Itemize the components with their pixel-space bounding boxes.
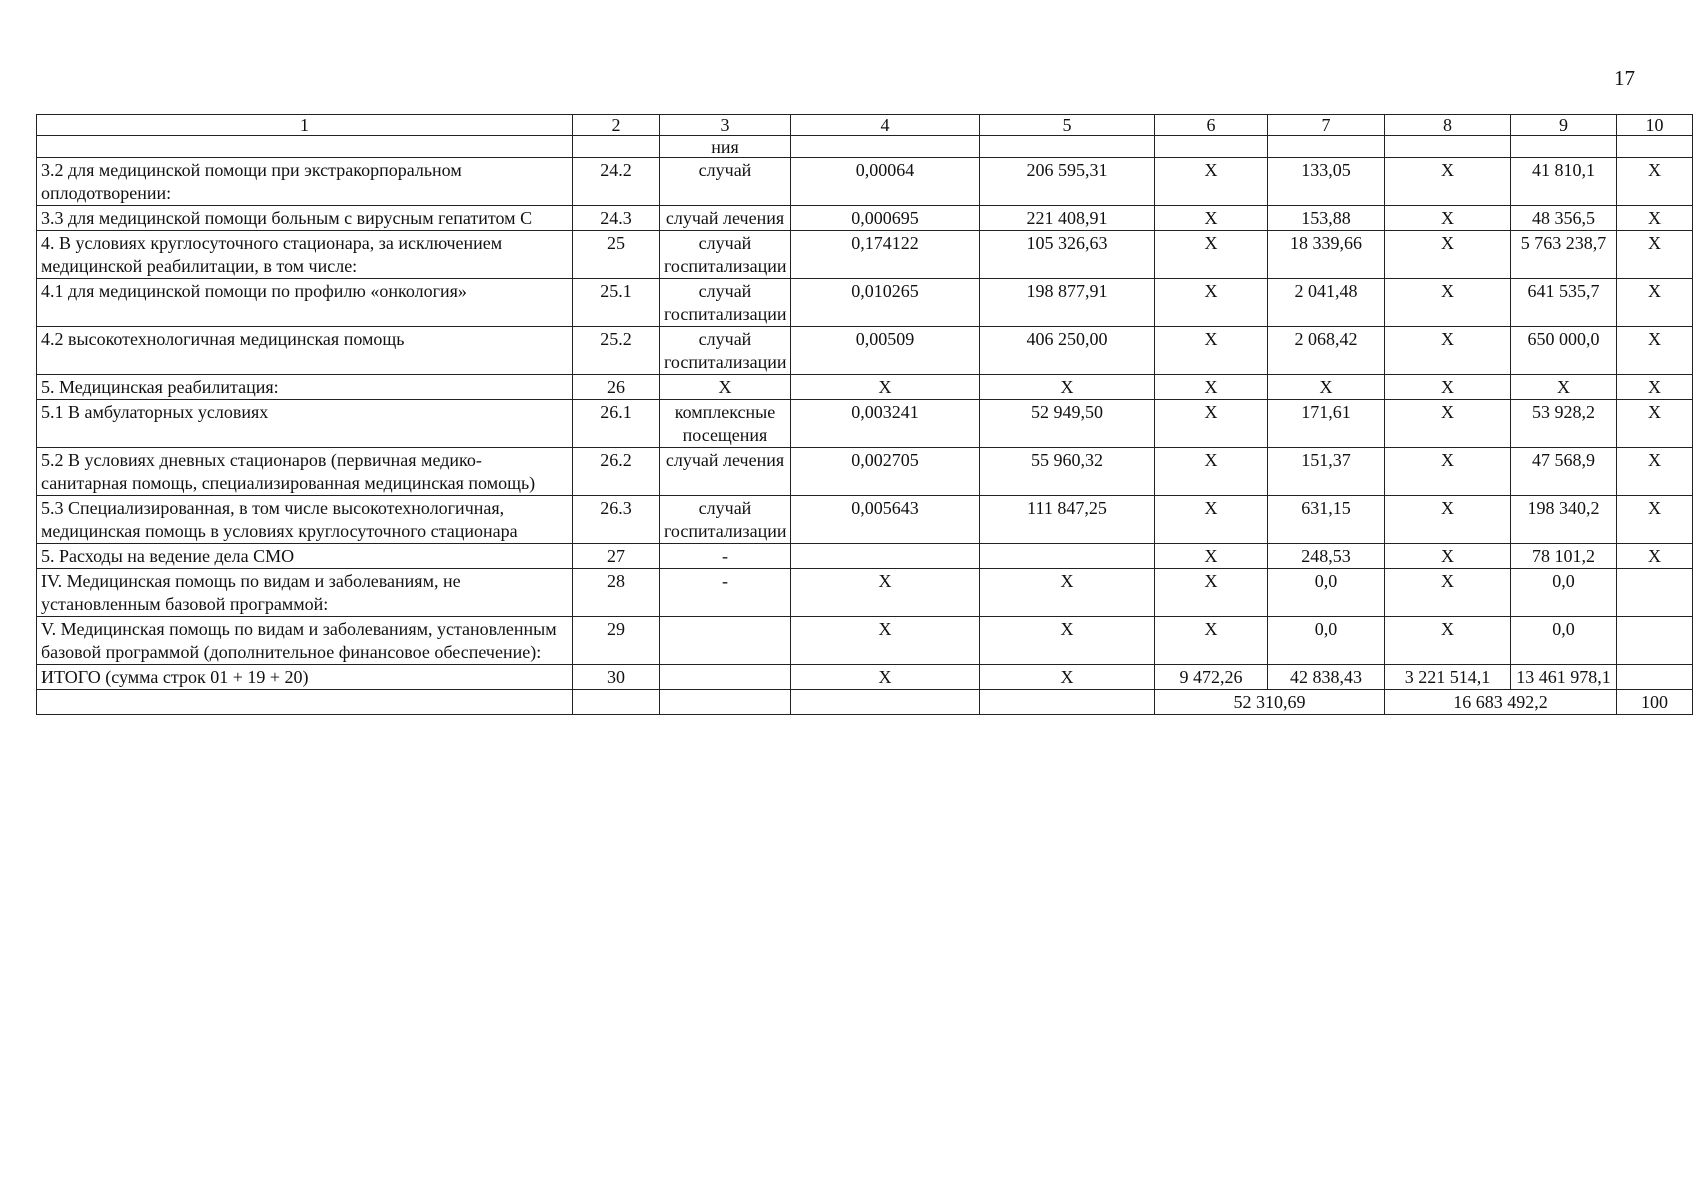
summary-percent: 100 — [1617, 690, 1693, 715]
cost-cell: 221 408,91 — [980, 206, 1155, 231]
col10-cell: Х — [1617, 375, 1693, 400]
col6-cell: Х — [1155, 448, 1268, 496]
summary-total-amount: 16 683 492,2 — [1385, 690, 1617, 715]
summary-total-per-capita: 52 310,69 — [1155, 690, 1385, 715]
cost-cell: 52 949,50 — [980, 400, 1155, 448]
col8-cell: Х — [1385, 496, 1511, 544]
norm-cell: Х — [791, 569, 980, 617]
col8-cell: Х — [1385, 231, 1511, 279]
col9-cell: 47 568,9 — [1511, 448, 1617, 496]
row-code-cell: 25.1 — [573, 279, 660, 327]
col8-cell: Х — [1385, 206, 1511, 231]
col10-cell: Х — [1617, 158, 1693, 206]
table-row — [37, 400, 1693, 448]
norm-cell: Х — [791, 665, 980, 690]
table-row — [37, 279, 1693, 327]
row-name-cell: V. Медицинская помощь по видам и заболеваниям, установленным базовой программой (дополнительное финансовое обеспечение): — [37, 617, 573, 665]
unit-cell: случай госпитализации — [660, 231, 791, 279]
row-name-cell: 5. Расходы на ведение дела СМО — [37, 544, 573, 569]
col8-cell: Х — [1385, 544, 1511, 569]
norm-cell: Х — [791, 375, 980, 400]
col6-cell: Х — [1155, 544, 1268, 569]
row-code-cell: 29 — [573, 617, 660, 665]
col8-cell: Х — [1385, 400, 1511, 448]
col9-cell: 5 763 238,7 — [1511, 231, 1617, 279]
row-name-cell: 5.3 Специализированная, в том числе высокотехнологичная, медицинская помощь в условиях круглосуточного стационара — [37, 496, 573, 544]
col9-cell: 41 810,1 — [1511, 158, 1617, 206]
unit-cell: - — [660, 569, 791, 617]
cost-cell: 198 877,91 — [980, 279, 1155, 327]
col9-cell: 198 340,2 — [1511, 496, 1617, 544]
col6-cell: Х — [1155, 206, 1268, 231]
col6-cell: 9 472,26 — [1155, 665, 1268, 690]
col6-cell: Х — [1155, 617, 1268, 665]
row-name-cell: 3.3 для медицинской помощи больным с вирусным гепатитом С — [37, 206, 573, 231]
row-name-cell: 5.2 В условиях дневных стационаров (первичная медико-санитарная помощь, специализированная медицинская помощь) — [37, 448, 573, 496]
row-code-cell: 25 — [573, 231, 660, 279]
table-row — [37, 544, 1693, 569]
table-row — [37, 206, 1693, 231]
table-row — [37, 665, 1693, 690]
table-row — [37, 375, 1693, 400]
col8-cell: Х — [1385, 327, 1511, 375]
table-row — [37, 569, 1693, 617]
col8-cell: Х — [1385, 375, 1511, 400]
row-name-cell: IV. Медицинская помощь по видам и заболеваниям, не установленным базовой программой: — [37, 569, 573, 617]
header-cell: 1 — [37, 115, 573, 136]
table-row — [37, 448, 1693, 496]
col9-cell: 13 461 978,1 — [1511, 665, 1617, 690]
col7-cell: Х — [1268, 375, 1385, 400]
header-cell: 9 — [1511, 115, 1617, 136]
row-code-cell: 24.3 — [573, 206, 660, 231]
table-row — [37, 327, 1693, 375]
col6-cell: Х — [1155, 400, 1268, 448]
col7-cell: 0,0 — [1268, 569, 1385, 617]
col10-cell — [1617, 617, 1693, 665]
col10-cell — [1617, 569, 1693, 617]
col9-cell: 650 000,0 — [1511, 327, 1617, 375]
continuation-row — [37, 136, 1693, 158]
row-name-cell: 5.1 В амбулаторных условиях — [37, 400, 573, 448]
unit-cell — [660, 665, 791, 690]
row-code-cell: 26 — [573, 375, 660, 400]
row-code-cell: 26.3 — [573, 496, 660, 544]
col10-cell: Х — [1617, 327, 1693, 375]
col7-cell: 248,53 — [1268, 544, 1385, 569]
row-name-cell: 4.1 для медицинской помощи по профилю «онкология» — [37, 279, 573, 327]
norm-cell: 0,000695 — [791, 206, 980, 231]
col7-cell: 153,88 — [1268, 206, 1385, 231]
cost-cell: Х — [980, 375, 1155, 400]
unit-cell: случай госпитализации — [660, 279, 791, 327]
cost-cell: 55 960,32 — [980, 448, 1155, 496]
col6-cell: Х — [1155, 569, 1268, 617]
table-row — [37, 231, 1693, 279]
summary-row — [37, 690, 1693, 715]
col10-cell: Х — [1617, 448, 1693, 496]
col9-cell: 0,0 — [1511, 569, 1617, 617]
unit-cell: случай госпитализации — [660, 327, 791, 375]
col6-cell: Х — [1155, 231, 1268, 279]
page-number: 17 — [1614, 66, 1635, 90]
table-row — [37, 617, 1693, 665]
cost-cell: 406 250,00 — [980, 327, 1155, 375]
row-name-cell: ИТОГО (сумма строк 01 + 19 + 20) — [37, 665, 573, 690]
col7-cell: 133,05 — [1268, 158, 1385, 206]
col7-cell: 151,37 — [1268, 448, 1385, 496]
col9-cell: 53 928,2 — [1511, 400, 1617, 448]
col6-cell: Х — [1155, 158, 1268, 206]
cost-cell: Х — [980, 569, 1155, 617]
col9-cell: 641 535,7 — [1511, 279, 1617, 327]
unit-cell: - — [660, 544, 791, 569]
col7-cell: 2 041,48 — [1268, 279, 1385, 327]
col7-cell: 2 068,42 — [1268, 327, 1385, 375]
unit-cell: случай — [660, 158, 791, 206]
norm-cell: 0,174122 — [791, 231, 980, 279]
row-code-cell: 28 — [573, 569, 660, 617]
unit-cell: случай лечения — [660, 448, 791, 496]
col8-cell: Х — [1385, 448, 1511, 496]
norm-cell: 0,00064 — [791, 158, 980, 206]
row-name-cell: 4. В условиях круглосуточного стационара, за исключением медицинской реабилитации, в том числе: — [37, 231, 573, 279]
col7-cell: 18 339,66 — [1268, 231, 1385, 279]
header-cell: 6 — [1155, 115, 1268, 136]
cost-cell: 105 326,63 — [980, 231, 1155, 279]
row-code-cell: 26.2 — [573, 448, 660, 496]
cost-cell — [980, 544, 1155, 569]
row-code-cell: 27 — [573, 544, 660, 569]
table-row — [37, 158, 1693, 206]
col10-cell: Х — [1617, 496, 1693, 544]
norm-cell — [791, 544, 980, 569]
header-cell: 8 — [1385, 115, 1511, 136]
col8-cell: Х — [1385, 279, 1511, 327]
col10-cell: Х — [1617, 231, 1693, 279]
header-cell: 3 — [660, 115, 791, 136]
norm-cell: 0,002705 — [791, 448, 980, 496]
col7-cell: 171,61 — [1268, 400, 1385, 448]
col9-cell: Х — [1511, 375, 1617, 400]
header-cell: 4 — [791, 115, 980, 136]
row-name-cell: 3.2 для медицинской помощи при экстракорпоральном оплодотворении: — [37, 158, 573, 206]
col9-cell: 0,0 — [1511, 617, 1617, 665]
row-code-cell: 30 — [573, 665, 660, 690]
norm-cell: 0,00509 — [791, 327, 980, 375]
col6-cell: Х — [1155, 327, 1268, 375]
norm-cell: 0,003241 — [791, 400, 980, 448]
col6-cell: Х — [1155, 279, 1268, 327]
cost-cell: 206 595,31 — [980, 158, 1155, 206]
header-cell: 2 — [573, 115, 660, 136]
financing-table — [36, 114, 1693, 715]
col8-cell: 3 221 514,1 — [1385, 665, 1511, 690]
norm-cell: 0,005643 — [791, 496, 980, 544]
header-cell: 5 — [980, 115, 1155, 136]
header-cell: 7 — [1268, 115, 1385, 136]
col7-cell: 631,15 — [1268, 496, 1385, 544]
col10-cell: Х — [1617, 279, 1693, 327]
col10-cell: Х — [1617, 400, 1693, 448]
row-code-cell: 25.2 — [573, 327, 660, 375]
col7-cell: 0,0 — [1268, 617, 1385, 665]
col10-cell: Х — [1617, 206, 1693, 231]
unit-cell: комплексные посещения — [660, 400, 791, 448]
unit-cell: случай лечения — [660, 206, 791, 231]
unit-cell — [660, 617, 791, 665]
cost-cell: 111 847,25 — [980, 496, 1155, 544]
table-row — [37, 496, 1693, 544]
col8-cell: Х — [1385, 569, 1511, 617]
column-number-row — [37, 115, 1693, 136]
unit-cell: ния — [660, 136, 791, 158]
unit-cell: Х — [660, 375, 791, 400]
unit-cell: случай госпитализации — [660, 496, 791, 544]
col10-cell — [1617, 665, 1693, 690]
col7-cell: 42 838,43 — [1268, 665, 1385, 690]
row-name-cell: 5. Медицинская реабилитация: — [37, 375, 573, 400]
col8-cell: Х — [1385, 617, 1511, 665]
col6-cell: Х — [1155, 375, 1268, 400]
norm-cell: 0,010265 — [791, 279, 980, 327]
norm-cell: Х — [791, 617, 980, 665]
row-code-cell: 26.1 — [573, 400, 660, 448]
col9-cell: 78 101,2 — [1511, 544, 1617, 569]
cost-cell: Х — [980, 617, 1155, 665]
col10-cell: Х — [1617, 544, 1693, 569]
col9-cell: 48 356,5 — [1511, 206, 1617, 231]
header-cell: 10 — [1617, 115, 1693, 136]
cost-cell: Х — [980, 665, 1155, 690]
row-name-cell: 4.2 высокотехнологичная медицинская помощь — [37, 327, 573, 375]
col8-cell: Х — [1385, 158, 1511, 206]
row-code-cell: 24.2 — [573, 158, 660, 206]
col6-cell: Х — [1155, 496, 1268, 544]
